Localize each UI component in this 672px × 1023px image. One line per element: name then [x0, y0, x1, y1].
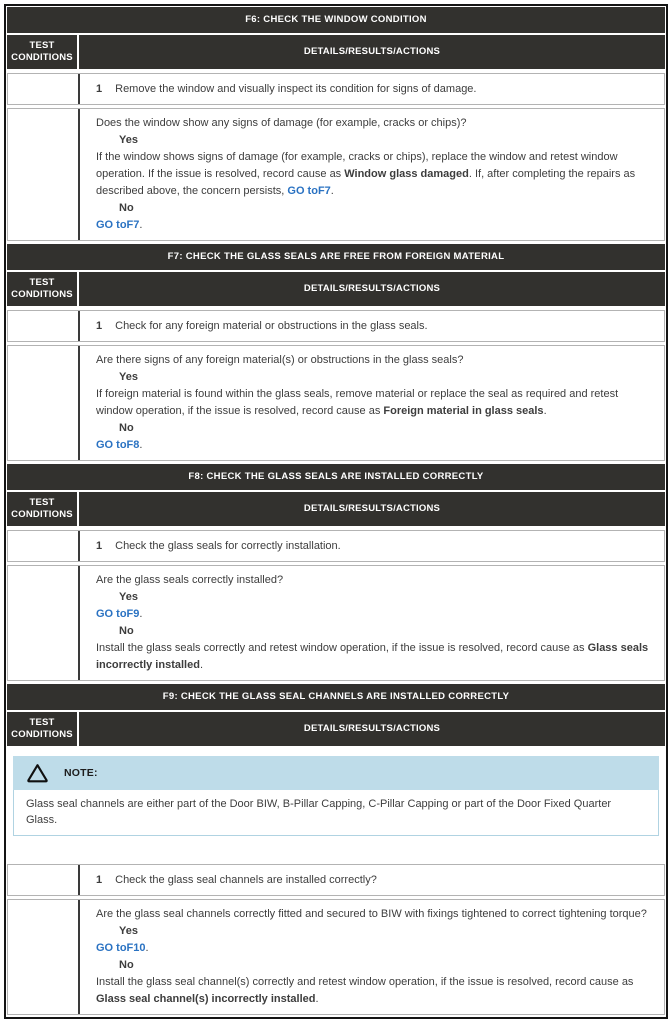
step-row: [7, 73, 665, 105]
details-results-actions-header: DETAILS/RESULTS/ACTIONS: [79, 492, 665, 526]
step-row: [7, 864, 665, 896]
triangle-alert-icon: [26, 763, 49, 783]
instruction-line: [96, 940, 652, 957]
body-text: Are there signs of any foreign material(s) or obstructions in the glass seals?: [96, 354, 464, 366]
section-title: F7: CHECK THE GLASS SEALS ARE FREE FROM FOREIGN MATERIAL: [7, 244, 665, 270]
instruction-line: [96, 217, 652, 234]
step-number: 1: [96, 320, 103, 332]
instruction-line: [96, 572, 652, 589]
step-text: Check for any foreign material or obstructions in the glass seals.: [115, 320, 428, 332]
body-text: .: [139, 439, 143, 451]
section-f8: [7, 464, 665, 681]
details-cell: [80, 566, 664, 680]
emphasis-text: No: [119, 422, 134, 434]
test-conditions-header: TEST CONDITIONS: [7, 492, 77, 526]
procedure-table: [4, 4, 668, 1019]
details-results-actions-header: DETAILS/RESULTS/ACTIONS: [79, 272, 665, 306]
emphasis-text: Foreign material in glass seals: [383, 405, 544, 417]
body-text: .: [199, 659, 203, 671]
column-header-row: [7, 492, 665, 526]
option-line: [96, 132, 652, 149]
test-conditions-cell: [8, 109, 80, 240]
flow-row: [7, 345, 665, 461]
test-conditions-header: TEST CONDITIONS: [7, 35, 77, 69]
step-row: [7, 310, 665, 342]
emphasis-text: Glass seal channel(s) incorrectly installed: [96, 993, 316, 1005]
go-to-go-tof10-link[interactable]: GO toF10: [96, 942, 146, 954]
step-row: [7, 530, 665, 562]
note-header: [13, 756, 659, 790]
flow-row: [7, 899, 665, 1015]
emphasis-text: Yes: [119, 591, 138, 603]
section-title: F8: CHECK THE GLASS SEALS ARE INSTALLED CORRECTLY: [7, 464, 665, 490]
instruction-line: [96, 640, 652, 674]
test-conditions-cell: [8, 531, 80, 561]
test-conditions-cell: [8, 311, 80, 341]
body-text: .: [139, 219, 143, 231]
emphasis-text: Window glass damaged: [344, 168, 469, 180]
option-line: [96, 923, 652, 940]
body-text: If foreign material is found within the glass seals, remove material or replace the seal as required and retest window operation, if the issue is resolved, record cause as: [96, 388, 619, 417]
step-text: Remove the window and visually inspect its condition for signs of damage.: [115, 83, 477, 95]
section-f9: [7, 684, 665, 1015]
step-text: Check the glass seals for correctly installation.: [115, 540, 341, 552]
details-cell: [80, 311, 664, 341]
emphasis-text: No: [119, 202, 134, 214]
step-number: 1: [96, 540, 103, 552]
body-text: Install the glass seals correctly and retest window operation, if the issue is resolved, record cause as: [96, 642, 588, 654]
instruction-line: [96, 149, 652, 200]
emphasis-text: No: [119, 959, 134, 971]
details-cell: [80, 531, 664, 561]
instruction-line: [96, 115, 652, 132]
body-text: .: [145, 942, 149, 954]
go-to-go-tof7-link[interactable]: GO toF7: [96, 219, 140, 231]
body-text: .: [139, 608, 143, 620]
flow-row: [7, 108, 665, 241]
section-title: F6: CHECK THE WINDOW CONDITION: [7, 7, 665, 33]
test-conditions-header: TEST CONDITIONS: [7, 272, 77, 306]
emphasis-text: Yes: [119, 371, 138, 383]
body-text: Are the glass seal channels correctly fitted and secured to BIW with fixings tightened to correct tightening torque?: [96, 908, 647, 920]
test-conditions-cell: [8, 900, 80, 1014]
instruction-line: [96, 906, 652, 923]
test-conditions-cell: [8, 346, 80, 460]
emphasis-text: Yes: [119, 925, 138, 937]
instruction-line: [96, 437, 652, 454]
section-f6: [7, 7, 665, 241]
step-number: 1: [96, 874, 103, 886]
body-text: Install the glass seal channel(s) correctly and retest window operation, if the issue is resolved, record cause as: [96, 976, 634, 988]
test-conditions-cell: [8, 865, 80, 895]
option-line: [96, 420, 652, 437]
details-cell: [80, 74, 664, 104]
note-label: NOTE:: [64, 767, 98, 779]
emphasis-text: Glass seals incorrectly installed: [96, 642, 649, 671]
option-line: [96, 369, 652, 386]
section-title: F9: CHECK THE GLASS SEAL CHANNELS ARE INSTALLED CORRECTLY: [7, 684, 665, 710]
details-cell: [80, 346, 664, 460]
option-line: [96, 589, 652, 606]
go-to-go-tof8-link[interactable]: GO toF8: [96, 439, 140, 451]
column-header-row: [7, 35, 665, 69]
go-to-go-tof7-link[interactable]: GO toF7: [287, 185, 331, 197]
body-text: If the window shows signs of damage (for example, cracks or chips), replace the window and retest window operation. If the issue is resolved, record cause as: [96, 151, 618, 180]
instruction-line: [96, 606, 652, 623]
section-f7: [7, 244, 665, 461]
step-text: Check the glass seal channels are installed correctly?: [115, 874, 377, 886]
go-to-go-tof9-link[interactable]: GO toF9: [96, 608, 140, 620]
emphasis-text: Yes: [119, 134, 138, 146]
body-text: Are the glass seals correctly installed?: [96, 574, 284, 586]
details-results-actions-header: DETAILS/RESULTS/ACTIONS: [79, 35, 665, 69]
body-text: .: [315, 993, 319, 1005]
note-text: Glass seal channels are either part of the Door BIW, B-Pillar Capping, C-Pillar Capping or part of the Door Fixed Quarter Glass.: [13, 790, 659, 836]
details-results-actions-header: DETAILS/RESULTS/ACTIONS: [79, 712, 665, 746]
column-header-row: [7, 712, 665, 746]
note-box: [13, 756, 659, 836]
details-cell: [80, 900, 664, 1014]
option-line: [96, 623, 652, 640]
instruction-line: [96, 352, 652, 369]
body-text: Does the window show any signs of damage (for example, cracks or chips)?: [96, 117, 467, 129]
flow-row: [7, 565, 665, 681]
option-line: [96, 200, 652, 217]
test-conditions-cell: [8, 566, 80, 680]
details-cell: [80, 865, 664, 895]
body-text: .: [543, 405, 547, 417]
emphasis-text: No: [119, 625, 134, 637]
option-line: [96, 957, 652, 974]
step-number: 1: [96, 83, 103, 95]
test-conditions-header: TEST CONDITIONS: [7, 712, 77, 746]
details-cell: [80, 109, 664, 240]
body-text: . If, after completing the repairs as described above, the concern persists,: [96, 168, 636, 197]
body-text: .: [330, 185, 334, 197]
test-conditions-cell: [8, 74, 80, 104]
instruction-line: [96, 974, 652, 1008]
column-header-row: [7, 272, 665, 306]
instruction-line: [96, 386, 652, 420]
